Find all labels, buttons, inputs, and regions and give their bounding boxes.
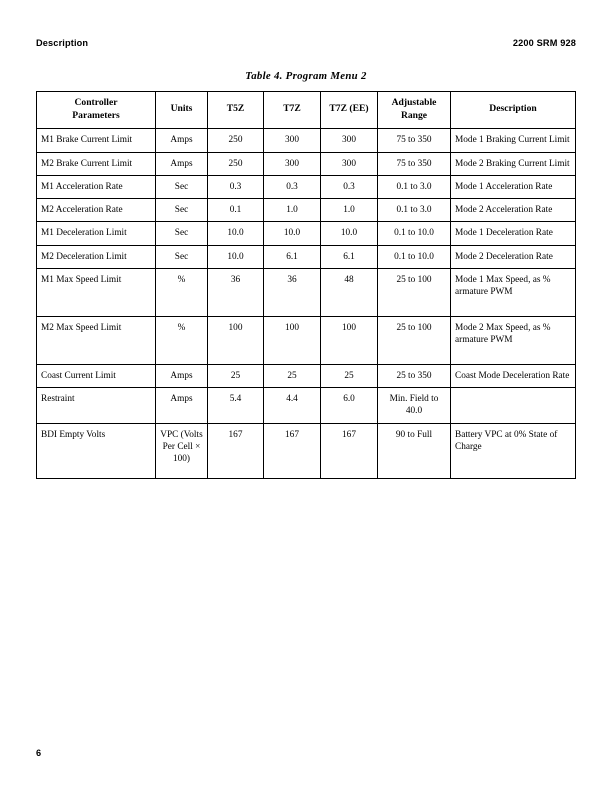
- row-value-t7z: 25: [264, 364, 321, 387]
- row-description: Mode 1 Acceleration Rate: [451, 175, 576, 198]
- page-number: 6: [36, 748, 42, 758]
- row-value-t5z: 167: [208, 423, 264, 478]
- row-adjustable-range: Min. Field to 40.0: [378, 388, 451, 424]
- row-parameter-name: M2 Deceleration Limit: [37, 245, 156, 268]
- row-units: Sec: [156, 199, 208, 222]
- table-row: [37, 175, 576, 198]
- row-parameter-name: BDI Empty Volts: [37, 423, 156, 478]
- table-row: [37, 129, 576, 152]
- column-header-t7z: T7Z: [264, 92, 321, 129]
- table-header: [37, 92, 576, 129]
- row-value-t7z-ee: 167: [321, 423, 378, 478]
- row-units: %: [156, 316, 208, 364]
- table-row: [37, 245, 576, 268]
- header-section-title: Description: [36, 38, 89, 48]
- table-row: [37, 423, 576, 478]
- column-header-controller-parameters: Controller Parameters: [37, 92, 156, 129]
- column-header-adjustable-range: Adjustable Range: [378, 92, 451, 129]
- row-parameter-name: M1 Max Speed Limit: [37, 268, 156, 316]
- row-adjustable-range: 25 to 100: [378, 268, 451, 316]
- row-value-t7z-ee: 48: [321, 268, 378, 316]
- row-value-t7z-ee: 100: [321, 316, 378, 364]
- row-adjustable-range: 25 to 100: [378, 316, 451, 364]
- row-description: Mode 1 Deceleration Rate: [451, 222, 576, 245]
- row-units: Amps: [156, 129, 208, 152]
- row-units: Amps: [156, 152, 208, 175]
- row-description: Mode 1 Max Speed, as % armature PWM: [451, 268, 576, 316]
- row-adjustable-range: 0.1 to 3.0: [378, 199, 451, 222]
- row-adjustable-range: 0.1 to 10.0: [378, 222, 451, 245]
- row-adjustable-range: 0.1 to 3.0: [378, 175, 451, 198]
- row-value-t7z-ee: 300: [321, 129, 378, 152]
- row-value-t5z: 0.1: [208, 199, 264, 222]
- row-value-t7z: 300: [264, 152, 321, 175]
- page-running-header: [36, 38, 576, 48]
- table-row: [37, 199, 576, 222]
- row-adjustable-range: 75 to 350: [378, 152, 451, 175]
- row-description: Mode 2 Max Speed, as % armature PWM: [451, 316, 576, 364]
- row-value-t7z: 0.3: [264, 175, 321, 198]
- row-parameter-name: Coast Current Limit: [37, 364, 156, 387]
- row-value-t5z: 10.0: [208, 222, 264, 245]
- row-parameter-name: M1 Deceleration Limit: [37, 222, 156, 245]
- row-description: Mode 1 Braking Current Limit: [451, 129, 576, 152]
- row-adjustable-range: 0.1 to 10.0: [378, 245, 451, 268]
- row-description: Battery VPC at 0% State of Charge: [451, 423, 576, 478]
- table-body: [37, 129, 576, 478]
- row-value-t5z: 0.3: [208, 175, 264, 198]
- row-description: [451, 388, 576, 424]
- column-header-t5z: T5Z: [208, 92, 264, 129]
- row-description: Coast Mode Deceleration Rate: [451, 364, 576, 387]
- row-units: VPC (Volts Per Cell × 100): [156, 423, 208, 478]
- row-value-t7z: 36: [264, 268, 321, 316]
- program-menu-2-table: [36, 91, 576, 479]
- row-value-t7z-ee: 6.0: [321, 388, 378, 424]
- row-value-t5z: 250: [208, 152, 264, 175]
- row-value-t7z: 300: [264, 129, 321, 152]
- row-units: Sec: [156, 245, 208, 268]
- table-row: [37, 388, 576, 424]
- row-units: Amps: [156, 388, 208, 424]
- row-value-t7z-ee: 10.0: [321, 222, 378, 245]
- row-description: Mode 2 Deceleration Rate: [451, 245, 576, 268]
- row-value-t5z: 100: [208, 316, 264, 364]
- row-parameter-name: Restraint: [37, 388, 156, 424]
- row-parameter-name: M2 Brake Current Limit: [37, 152, 156, 175]
- row-value-t7z: 1.0: [264, 199, 321, 222]
- table-header-row: [37, 92, 576, 129]
- column-header-t7z-ee: T7Z (EE): [321, 92, 378, 129]
- column-header-units: Units: [156, 92, 208, 129]
- row-description: Mode 2 Acceleration Rate: [451, 199, 576, 222]
- row-value-t5z: 25: [208, 364, 264, 387]
- row-value-t7z-ee: 1.0: [321, 199, 378, 222]
- row-description: Mode 2 Braking Current Limit: [451, 152, 576, 175]
- row-value-t5z: 36: [208, 268, 264, 316]
- column-header-description: Description: [451, 92, 576, 129]
- header-document-number: 2200 SRM 928: [512, 38, 576, 48]
- row-value-t7z: 100: [264, 316, 321, 364]
- row-value-t7z: 6.1: [264, 245, 321, 268]
- row-parameter-name: M1 Brake Current Limit: [37, 129, 156, 152]
- row-value-t5z: 250: [208, 129, 264, 152]
- row-adjustable-range: 25 to 350: [378, 364, 451, 387]
- table-row: [37, 152, 576, 175]
- table-row: [37, 316, 576, 364]
- row-value-t7z-ee: 25: [321, 364, 378, 387]
- table-container: [36, 91, 575, 479]
- table-row: [37, 364, 576, 387]
- table-caption: Table 4. Program Menu 2: [245, 70, 367, 82]
- row-value-t7z: 167: [264, 423, 321, 478]
- row-value-t7z-ee: 6.1: [321, 245, 378, 268]
- row-parameter-name: M2 Acceleration Rate: [37, 199, 156, 222]
- row-value-t7z: 10.0: [264, 222, 321, 245]
- row-value-t7z-ee: 300: [321, 152, 378, 175]
- table-row: [37, 222, 576, 245]
- row-value-t5z: 5.4: [208, 388, 264, 424]
- row-adjustable-range: 90 to Full: [378, 423, 451, 478]
- row-units: Sec: [156, 222, 208, 245]
- row-parameter-name: M1 Acceleration Rate: [37, 175, 156, 198]
- row-units: Amps: [156, 364, 208, 387]
- table-row: [37, 268, 576, 316]
- row-units: %: [156, 268, 208, 316]
- row-parameter-name: M2 Max Speed Limit: [37, 316, 156, 364]
- row-units: Sec: [156, 175, 208, 198]
- row-value-t7z-ee: 0.3: [321, 175, 378, 198]
- row-value-t5z: 10.0: [208, 245, 264, 268]
- row-value-t7z: 4.4: [264, 388, 321, 424]
- row-adjustable-range: 75 to 350: [378, 129, 451, 152]
